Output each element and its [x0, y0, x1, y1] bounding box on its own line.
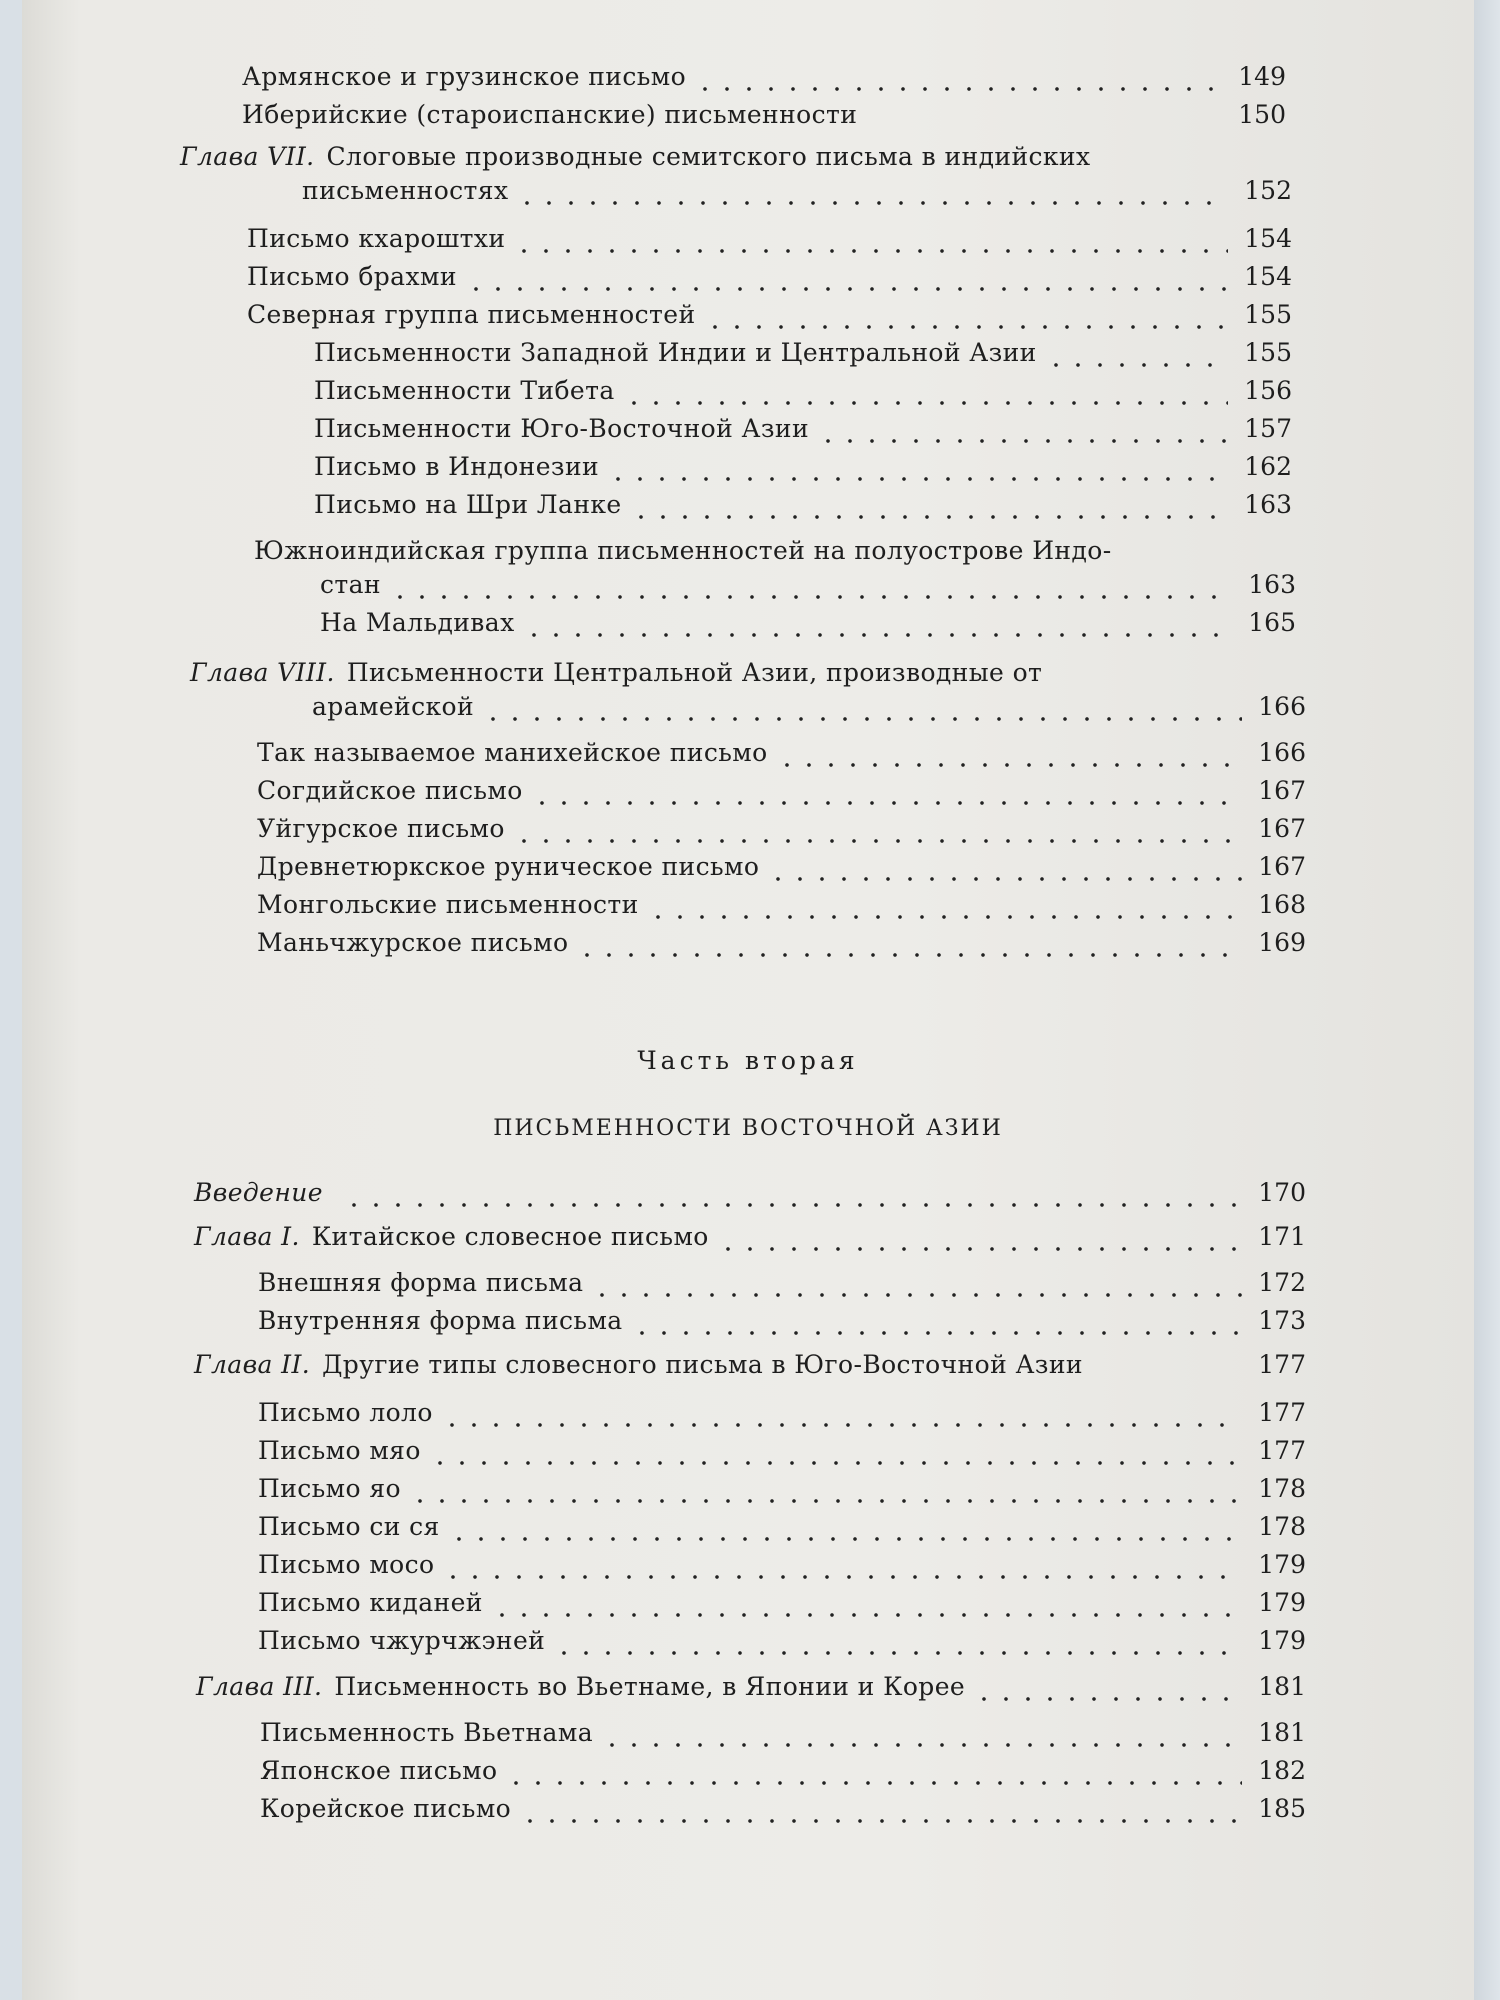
- toc-entry: [247, 260, 1292, 294]
- chapter-title: Китайское словесное письмо: [311, 1222, 709, 1251]
- page-number: 179: [1258, 1550, 1306, 1579]
- entry-title: Внешняя форма письма: [258, 1268, 584, 1297]
- chapter-heading: [180, 140, 1091, 174]
- page-number: 171: [1258, 1222, 1306, 1251]
- entry-title: Южноиндийская группа письменностей на полуострове Индо-: [254, 536, 1112, 565]
- page-number: 169: [1258, 928, 1306, 957]
- entry-title: Иберийские (староиспанские) письменности: [242, 100, 858, 129]
- chapter-title: Слоговые производные семитского письма в индийских: [326, 142, 1091, 171]
- entry-title: Письмо киданей: [258, 1588, 483, 1617]
- page-number: 177: [1258, 1436, 1306, 1465]
- chapter-title: Другие типы словесного письма в Юго-Восточной Азии: [322, 1350, 1083, 1379]
- page-number: 173: [1258, 1306, 1306, 1335]
- leader-dots: [343, 1176, 1242, 1210]
- toc-entry: [258, 1266, 1306, 1300]
- toc-entry: [314, 450, 1292, 484]
- leader-dots: [513, 812, 1242, 846]
- chapter-label: Глава VII.: [180, 142, 315, 171]
- entry-title: Древнетюркское руническое письмо: [257, 852, 760, 881]
- toc-entry: [257, 850, 1306, 884]
- part-title: Часть вторая: [637, 1046, 859, 1075]
- toc-entry: [260, 1792, 1306, 1826]
- entry-title: Письмо си ся: [258, 1512, 440, 1541]
- leader-dots: [513, 222, 1228, 256]
- leader-dots: [465, 260, 1228, 294]
- toc-entry: [312, 690, 1306, 724]
- page-number: 181: [1258, 1718, 1306, 1747]
- toc-entry: [257, 926, 1306, 960]
- page-number: 179: [1258, 1588, 1306, 1617]
- leader-dots: [767, 850, 1242, 884]
- toc-entry: [320, 568, 1296, 602]
- page-number: 156: [1244, 376, 1292, 405]
- toc-entry: [258, 1510, 1306, 1544]
- toc-entry: [257, 888, 1306, 922]
- entry-title: Уйгурское письмо: [257, 814, 505, 843]
- leader-dots: [441, 1396, 1242, 1430]
- page-number: 150: [1238, 100, 1286, 129]
- page-number: 168: [1258, 890, 1306, 919]
- toc-entry: [257, 736, 1306, 770]
- entry-title: Письмо мяо: [258, 1436, 421, 1465]
- chapter-label: Глава I.: [194, 1222, 300, 1251]
- leader-dots: [516, 174, 1228, 208]
- page-number: 152: [1244, 176, 1292, 205]
- page-number: 165: [1248, 608, 1296, 637]
- leader-dots: [482, 690, 1242, 724]
- toc-entry: [247, 298, 1292, 332]
- leader-dots: [491, 1586, 1242, 1620]
- toc-entry: [258, 1434, 1306, 1468]
- leader-dots: [409, 1472, 1242, 1506]
- toc-entry: [314, 412, 1292, 446]
- toc-entry: [260, 1716, 1306, 1750]
- page-number: 170: [1258, 1178, 1306, 1207]
- chapter-heading: [190, 656, 1042, 690]
- entry-title: Северная группа письменностей: [247, 300, 696, 329]
- toc-entry: [320, 606, 1296, 640]
- toc-entry: [257, 812, 1306, 846]
- leader-dots: [817, 412, 1228, 446]
- toc-entry: [242, 60, 1286, 94]
- leader-dots: [694, 60, 1222, 94]
- toc-entry: [194, 1176, 1306, 1210]
- toc-entry: [258, 1548, 1306, 1582]
- entry-title: Согдийское письмо: [257, 776, 523, 805]
- leader-dots: [776, 736, 1242, 770]
- entry-title: Письмо брахми: [247, 262, 457, 291]
- page-number: 162: [1244, 452, 1292, 481]
- entry-title: Письмо мосо: [258, 1550, 435, 1579]
- leader-dots: [505, 1754, 1242, 1788]
- leader-dots: [429, 1434, 1242, 1468]
- page-number: 167: [1258, 814, 1306, 843]
- leader-dots: [647, 888, 1242, 922]
- toc-entry: [314, 374, 1292, 408]
- page-number: 182: [1258, 1756, 1306, 1785]
- page-number: 155: [1244, 300, 1292, 329]
- entry-title: Письмо кхароштхи: [247, 224, 506, 253]
- leader-dots: [553, 1624, 1242, 1658]
- entry-title: Маньчжурское письмо: [257, 928, 569, 957]
- entry-title: Письменности Тибета: [314, 376, 615, 405]
- page-number: 166: [1258, 692, 1306, 721]
- toc-entry: [196, 1670, 1306, 1704]
- leader-dots: [704, 298, 1228, 332]
- toc-entry: [194, 1220, 1306, 1254]
- entry-title: Письменность Вьетнама: [260, 1718, 594, 1747]
- page-number: 166: [1258, 738, 1306, 767]
- entry-title: Письмо в Индонезии: [314, 452, 600, 481]
- leader-dots: [442, 1548, 1242, 1582]
- toc-entry: [242, 98, 1286, 132]
- chapter-label: Введение: [194, 1178, 323, 1207]
- leader-dots: [576, 926, 1242, 960]
- toc-entry: [257, 774, 1306, 808]
- entry-title: Письмо чжурчжэней: [258, 1626, 546, 1655]
- toc-entry: [314, 488, 1292, 522]
- leader-dots: [601, 1716, 1242, 1750]
- leader-dots: [631, 1304, 1242, 1338]
- leader-dots: [630, 488, 1228, 522]
- entry-title: Письменности Юго-Восточной Азии: [314, 414, 810, 443]
- page-number: 185: [1258, 1794, 1306, 1823]
- page-number: 154: [1244, 224, 1292, 253]
- entry-title: Письмо на Шри Ланке: [314, 490, 622, 519]
- leader-dots: [1045, 336, 1228, 370]
- entry-title: Так называемое манихейское письмо: [257, 738, 768, 767]
- page-number: 178: [1258, 1474, 1306, 1503]
- leader-dots: [389, 568, 1232, 602]
- page-number: 172: [1258, 1268, 1306, 1297]
- toc-entry: [194, 1348, 1306, 1382]
- page-number: 179: [1258, 1626, 1306, 1655]
- page-number: 155: [1244, 338, 1292, 367]
- chapter-label: Глава II.: [194, 1350, 311, 1379]
- entry-title-continuation: письменностях: [302, 176, 509, 205]
- entry-title: Японское письмо: [260, 1756, 498, 1785]
- page-number: 167: [1258, 776, 1306, 805]
- page-number: 181: [1258, 1672, 1306, 1701]
- page-edge: [1474, 0, 1500, 2000]
- entry-title: Монгольские письменности: [257, 890, 639, 919]
- entry-title-continuation: стан: [320, 570, 381, 599]
- toc-entry: [258, 1472, 1306, 1506]
- toc-entry: [247, 222, 1292, 256]
- page-number: 177: [1258, 1398, 1306, 1427]
- leader-dots: [591, 1266, 1242, 1300]
- toc-entry: [314, 336, 1292, 370]
- book-page: [22, 0, 1474, 2000]
- toc-entry: [258, 1624, 1306, 1658]
- page-number: 149: [1238, 62, 1286, 91]
- leader-dots: [623, 374, 1228, 408]
- leader-dots: [523, 606, 1232, 640]
- leader-dots: [519, 1792, 1242, 1826]
- toc-entry: [302, 174, 1292, 208]
- toc-entry: [258, 1586, 1306, 1620]
- page-number: 177: [1258, 1350, 1306, 1379]
- page-number: 167: [1258, 852, 1306, 881]
- page-number: 163: [1248, 570, 1296, 599]
- toc-entry: [260, 1754, 1306, 1788]
- entry-title: Армянское и грузинское письмо: [242, 62, 687, 91]
- leader-dots: [973, 1670, 1242, 1704]
- entry-title: Письменности Западной Индии и Центральной Азии: [314, 338, 1037, 367]
- leader-dots: [607, 450, 1228, 484]
- chapter-label: Глава VIII.: [190, 658, 335, 687]
- entry-title: Внутренняя форма письма: [258, 1306, 623, 1335]
- chapter-label: Глава III.: [196, 1672, 323, 1701]
- entry-title: Письмо лоло: [258, 1398, 433, 1427]
- entry-title: Корейское письмо: [260, 1794, 512, 1823]
- leader-dots: [448, 1510, 1242, 1544]
- leader-dots: [531, 774, 1242, 808]
- page-number: 163: [1244, 490, 1292, 519]
- page-number: 154: [1244, 262, 1292, 291]
- page-number: 178: [1258, 1512, 1306, 1541]
- entry-title: Письмо яо: [258, 1474, 401, 1503]
- chapter-title: Письменность во Вьетнаме, в Японии и Корее: [334, 1672, 966, 1701]
- toc-entry: [258, 1396, 1306, 1430]
- leader-dots: [717, 1220, 1242, 1254]
- entry-title-continuation: арамейской: [312, 692, 475, 721]
- toc-entry: [258, 1304, 1306, 1338]
- chapter-title: Письменности Центральной Азии, производные от: [346, 658, 1043, 687]
- entry-title: На Мальдивах: [320, 608, 515, 637]
- page-number: 157: [1244, 414, 1292, 443]
- part-subtitle: ПИСЬМЕННОСТИ ВОСТОЧНОЙ АЗИИ: [493, 1116, 1003, 1141]
